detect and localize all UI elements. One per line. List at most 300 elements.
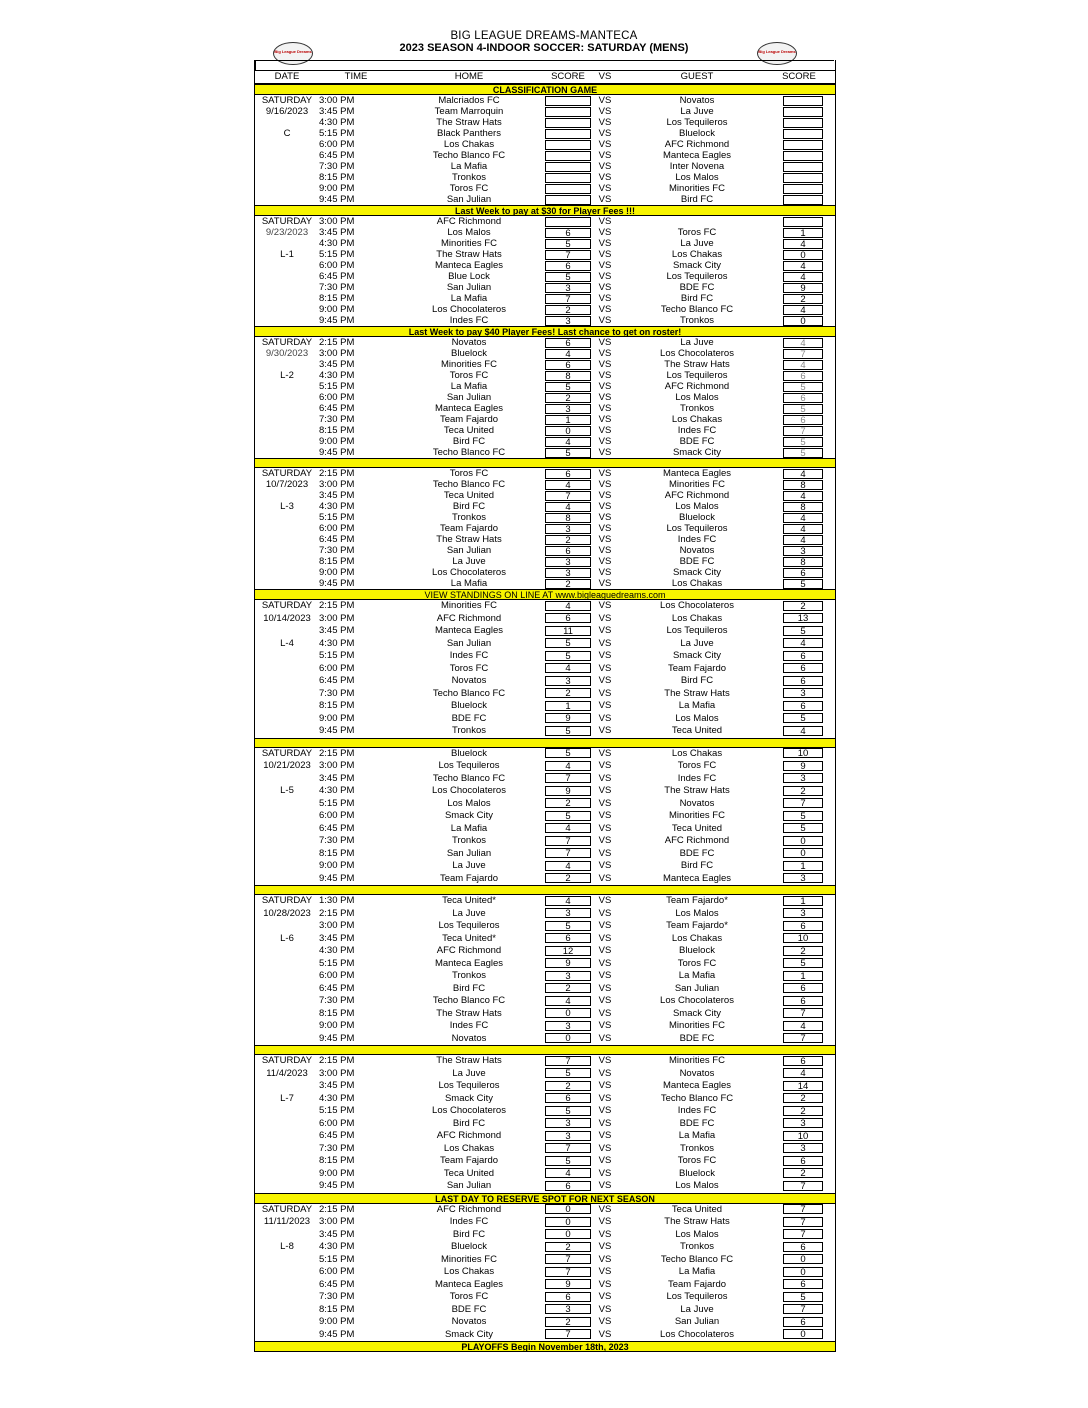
home-score: 3 [545,283,591,293]
guest-team: Los Malos [675,1180,719,1191]
home-team: Indes FC [449,1216,489,1227]
home-score: 6 [545,613,591,623]
week-date: 9/16/2023 [265,106,309,117]
home-score: 3 [545,524,591,534]
guest-score: 0 [783,250,823,260]
guest-score [783,107,823,117]
vs-label: VS [598,1328,612,1340]
vs-label: VS [598,1253,612,1265]
home-team: Indes FC [449,650,489,661]
game-time: 8:15 PM [319,1155,355,1166]
guest-team: Smack City [672,447,722,458]
guest-team: Los Tequileros [666,523,728,534]
week-label: L-8 [280,1241,294,1252]
home-score: 2 [545,1081,591,1091]
vs-label: VS [598,359,612,370]
game-time: 3:00 PM [319,1216,355,1227]
home-score: 7 [545,836,591,846]
guest-team: Minorities FC [669,183,725,194]
game-row [255,381,835,392]
home-team: AFC Richmond [436,945,502,956]
game-row [255,798,835,811]
home-score [545,140,591,150]
game-row [255,1143,835,1156]
game-row [255,150,835,161]
guest-team: Indes FC [677,425,717,436]
home-team: The Straw Hats [436,1055,502,1066]
week-label: L-4 [280,637,294,649]
game-time: 6:00 PM [319,139,355,150]
game-row [255,1155,835,1168]
game-time: 3:45 PM [319,932,355,944]
date-cell-empty [255,567,319,578]
guest-team: BDE FC [679,1117,715,1129]
home-team: Techo Blanco FC [432,772,506,784]
game-row [255,282,835,293]
home-score: 3 [545,557,591,567]
guest-team: Bird FC [680,675,714,686]
home-team: San Julian [446,282,492,293]
game-time: 8:15 PM [319,425,355,436]
guest-score: 0 [783,1329,823,1339]
guest-score: 7 [783,426,823,436]
header-row [255,70,835,84]
game-time: 6:00 PM [319,523,355,534]
game-row [255,675,835,688]
game-time: 2:15 PM [319,907,355,919]
guest-score: 4 [783,1021,823,1031]
guest-score: 7 [783,798,823,808]
guest-team: Los Chakas [671,747,723,759]
guest-score: 5 [783,404,823,414]
game-row [255,663,835,676]
guest-score: 3 [783,546,823,556]
header-guest: GUEST [680,71,714,82]
game-row [255,650,835,663]
game-row [255,1266,835,1279]
guest-score: 6 [783,1056,823,1066]
home-team: La Mafia [450,578,488,589]
vs-label: VS [598,1007,612,1019]
guest-team: BDE FC [679,556,715,567]
home-team: La Mafia [450,822,488,834]
vs-label: VS [598,872,612,884]
home-team: Manteca Eagles [434,403,504,414]
game-row [255,447,835,458]
guest-team: Toros FC [677,760,717,771]
vs-label: VS [598,650,612,661]
home-team: Team Fajardo [439,523,499,534]
guest-team: La Juve [680,637,714,649]
vs-label: VS [598,183,612,194]
date-cell-empty [255,545,319,556]
guest-team: Los Tequileros [666,370,728,381]
vs-label: VS [598,932,612,944]
home-score: 5 [545,638,591,648]
game-time: 9:45 PM [319,578,355,589]
home-score: 2 [545,535,591,545]
guest-team: Novatos [679,545,715,556]
game-time: 5:15 PM [319,957,355,969]
game-row [255,260,835,271]
game-row [255,873,835,886]
guest-score: 6 [783,921,823,931]
game-row [255,933,835,946]
date-cell-empty [255,860,319,873]
guest-score: 6 [783,1279,823,1289]
date-cell-empty [255,675,319,688]
game-row [255,304,835,315]
guest-team: Los Chakas [671,414,723,425]
home-score: 7 [545,1056,591,1066]
guest-team: Los Malos [675,501,719,512]
guest-score: 0 [783,836,823,846]
date-cell-empty [255,359,319,370]
home-score: 3 [545,1131,591,1141]
home-score: 11 [545,626,591,636]
home-score: 7 [545,1267,591,1277]
home-team: AFC Richmond [436,1130,502,1141]
guest-team: La Juve [680,337,714,348]
game-time: 7:30 PM [319,545,355,556]
game-time: 6:45 PM [319,982,355,994]
home-team: AFC Richmond [436,216,502,227]
home-score: 6 [545,933,591,943]
guest-team: Smack City [672,567,722,578]
game-time: 7:30 PM [319,835,355,846]
guest-team: Los Chocolateros [660,600,734,611]
game-row [255,835,835,848]
home-team: Teca United [443,1167,495,1179]
week-date: 11/4/2023 [266,1067,308,1079]
date-cell-empty [255,1143,319,1156]
week-date: 10/21/2023 [263,760,311,771]
game-time: 5:15 PM [319,381,355,392]
guest-team: Techo Blanco FC [660,304,734,315]
guest-score [783,96,823,106]
vs-label: VS [598,1105,612,1116]
guest-team: San Julian [674,982,720,994]
game-time: 7:30 PM [319,282,355,293]
guest-team: Los Malos [675,907,719,919]
game-row [255,523,835,534]
game-time: 5:15 PM [319,249,355,260]
home-team: La Mafia [450,161,488,172]
game-row [255,785,835,798]
game-time: 3:00 PM [319,612,355,624]
guest-team: Bird FC [680,194,714,205]
game-time: 1:30 PM [319,895,355,906]
vs-label: VS [598,1203,612,1215]
home-team: The Straw Hats [436,534,502,545]
week-banner: Last Week to pay $40 Player Fees! Last chance to get on roster! [255,326,835,337]
header-date: DATE [274,71,300,82]
guest-score: 4 [783,239,823,249]
home-score: 2 [545,798,591,808]
home-team: Indes FC [449,315,489,326]
game-time: 3:00 PM [319,479,355,490]
date-cell-empty [255,1033,319,1046]
home-team: Los Tequileros [438,1080,500,1091]
game-row [255,534,835,545]
game-row [255,337,835,348]
vs-label: VS [598,282,612,293]
home-team: Smack City [444,1092,494,1104]
guest-team: Los Tequileros [666,1291,728,1302]
guest-score: 6 [783,676,823,686]
guest-score [783,118,823,128]
home-team: La Juve [452,1067,486,1079]
week-label: L-7 [280,1092,294,1104]
home-score: 2 [545,579,591,589]
game-time: 9:00 PM [319,436,355,447]
guest-team: Bluelock [679,945,715,956]
guest-score: 4 [783,638,823,648]
guest-team: Bird FC [680,293,714,304]
guest-team: Indes FC [677,534,717,545]
home-score [545,195,591,205]
guest-score: 4 [783,535,823,545]
home-team: Toros FC [449,183,489,194]
guest-team: Teca United [671,725,723,736]
guest-team: Tronkos [680,315,714,326]
game-row [255,194,835,205]
date-cell-empty [255,578,319,589]
date-cell-empty [255,183,319,194]
game-time: 8:15 PM [319,556,355,567]
home-score: 9 [545,958,591,968]
home-team: Novatos [451,337,487,348]
game-time: 6:00 PM [319,970,355,981]
guest-score: 2 [783,294,823,304]
home-score [545,217,591,227]
guest-team: AFC Richmond [664,490,730,501]
game-row [255,1241,835,1254]
guest-score: 4 [783,1068,823,1078]
game-time: 3:45 PM [319,625,355,636]
guest-team: Indes FC [677,772,717,784]
vs-label: VS [598,227,612,238]
guest-team: Smack City [672,260,722,271]
home-score: 4 [545,896,591,906]
game-time: 5:15 PM [319,512,355,523]
guest-score: 4 [783,261,823,271]
home-team: Toros FC [449,1291,489,1302]
home-score: 4 [545,823,591,833]
game-row [255,490,835,501]
home-team: BDE FC [451,1303,487,1315]
title-block [0,30,1088,54]
game-row [255,139,835,150]
guest-team: AFC Richmond [664,381,730,392]
home-score: 2 [545,873,591,883]
vs-label: VS [598,1155,612,1166]
game-time: 6:45 PM [319,675,355,686]
home-score: 3 [545,568,591,578]
guest-score: 6 [783,983,823,993]
home-team: San Julian [446,545,492,556]
game-time: 2:15 PM [319,747,355,759]
game-time: 9:45 PM [319,1328,355,1340]
date-cell-empty [255,139,319,150]
home-score: 5 [545,921,591,931]
game-row [255,512,835,523]
vs-label: VS [598,835,612,846]
vs-label: VS [598,625,612,636]
guest-team: Teca United [671,822,723,834]
date-cell-empty [255,161,319,172]
vs-label: VS [598,1117,612,1129]
game-time: 9:45 PM [319,872,355,884]
week-banner [255,885,835,895]
home-score: 12 [545,946,591,956]
date-cell-empty [255,512,319,523]
game-time: 2:15 PM [319,337,355,348]
guest-score: 6 [783,371,823,381]
game-time: 5:15 PM [319,650,355,661]
date-cell-empty [255,625,319,638]
home-score: 2 [545,305,591,315]
vs-label: VS [598,117,612,128]
vs-label: VS [598,797,612,809]
date-cell-empty [255,983,319,996]
vs-label: VS [598,760,612,771]
header-time: TIME [344,71,368,82]
guest-team: Minorities FC [669,1055,725,1066]
date-cell-empty [255,713,319,726]
vs-label: VS [598,920,612,931]
guest-score [783,195,823,205]
home-team: Bird FC [452,1117,486,1129]
guest-score: 5 [783,579,823,589]
game-row [255,1168,835,1181]
week-label: L-2 [280,370,294,381]
guest-score: 6 [783,663,823,673]
guest-score: 5 [783,626,823,636]
game-row [255,392,835,403]
vs-label: VS [598,1291,612,1302]
date-cell-empty [255,403,319,414]
home-score: 6 [545,1093,591,1103]
home-score: 5 [545,448,591,458]
home-score: 1 [545,415,591,425]
guest-score: 3 [783,873,823,883]
vs-label: VS [598,249,612,260]
guest-score: 7 [783,1204,823,1214]
home-score: 7 [545,773,591,783]
home-score: 5 [545,1156,591,1166]
guest-team: La Juve [680,1303,714,1315]
guest-score: 2 [783,946,823,956]
guest-team: Toros FC [677,1155,717,1166]
week-date: 11/11/2023 [263,1216,311,1227]
home-score: 2 [545,983,591,993]
date-cell-empty [255,835,319,848]
home-score: 5 [545,239,591,249]
vs-label: VS [598,304,612,315]
guest-score: 7 [783,1217,823,1227]
home-team: Indes FC [449,1020,489,1031]
home-score: 9 [545,713,591,723]
game-time: 9:00 PM [319,1167,355,1179]
guest-team: The Straw Hats [664,359,730,370]
home-team: Bird FC [452,436,486,447]
home-score: 5 [545,748,591,758]
home-score: 3 [545,971,591,981]
game-row [255,1329,835,1342]
home-team: BDE FC [451,712,487,724]
guest-score: 3 [783,773,823,783]
vs-label: VS [598,216,612,227]
vs-label: VS [598,468,612,479]
guest-team: Team Fajardo* [666,895,728,906]
home-score: 3 [545,404,591,414]
guest-score: 6 [783,415,823,425]
home-team: Minorities FC [441,359,497,370]
home-score: 5 [545,726,591,736]
game-row [255,183,835,194]
game-row [255,1008,835,1021]
game-row [255,995,835,1008]
game-row [255,748,835,761]
home-score [545,151,591,161]
week-label: L-5 [280,785,294,796]
vs-label: VS [598,348,612,359]
game-row [255,1080,835,1093]
date-cell-empty [255,436,319,447]
guest-team: Bluelock [679,1167,715,1179]
guest-score: 2 [783,1093,823,1103]
guest-score: 2 [783,786,823,796]
week-banner: CLASSIFICATION GAME [255,84,835,95]
game-time: 8:15 PM [319,172,355,183]
game-row [255,895,835,908]
date-cell-empty [255,260,319,271]
home-team: Team Fajardo [439,1155,499,1166]
game-time: 6:45 PM [319,1130,355,1141]
home-score: 4 [545,761,591,771]
date-cell-empty [255,238,319,249]
game-time: 4:30 PM [319,637,355,649]
home-team: Smack City [444,1328,494,1340]
home-score: 7 [545,491,591,501]
week-label: L-3 [280,501,294,512]
game-time: 3:45 PM [319,106,355,117]
home-team: Teca United* [442,932,496,944]
home-score: 6 [545,261,591,271]
home-score: 4 [545,502,591,512]
guest-score: 5 [783,958,823,968]
home-score: 4 [545,663,591,673]
date-cell-empty [255,773,319,786]
home-team: La Mafia [450,293,488,304]
vs-label: VS [598,556,612,567]
home-team: La Juve [452,860,486,871]
game-time: 9:45 PM [319,194,355,205]
guest-score: 7 [783,1033,823,1043]
home-score: 8 [545,513,591,523]
guest-team: Los Malos [675,712,719,724]
home-score [545,173,591,183]
guest-score: 5 [783,448,823,458]
game-row [255,713,835,726]
game-row [255,348,835,359]
home-team: Tronkos [452,725,486,736]
home-team: Los Malos [447,227,491,238]
home-team: Smack City [444,810,494,821]
home-score: 0 [545,1204,591,1214]
date-cell-empty [255,725,319,738]
